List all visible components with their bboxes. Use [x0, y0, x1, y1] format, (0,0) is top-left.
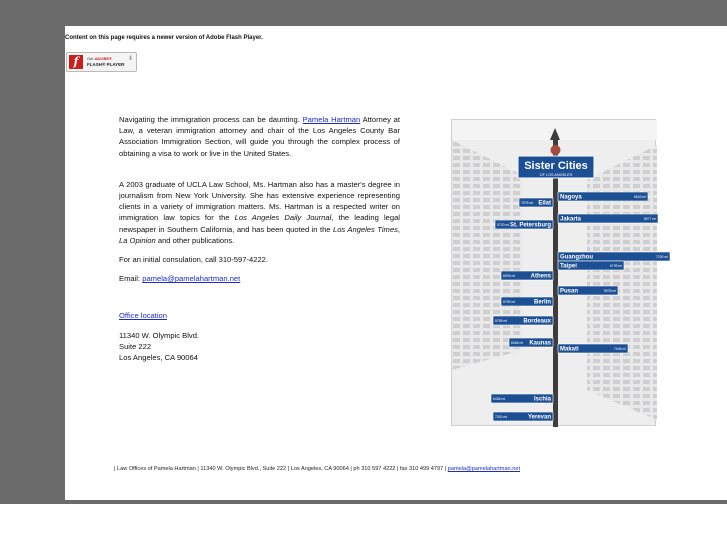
signpost-illustration: [452, 120, 668, 427]
city-distance: 6925 mi: [503, 274, 516, 279]
city-name: Guangzhou: [560, 254, 593, 261]
city-name: Yerevan: [527, 414, 551, 421]
city-name: Bordeaux: [523, 318, 551, 325]
main-text: [119, 114, 400, 363]
city-sign: [493, 316, 553, 325]
office-location-paragraph: [119, 310, 400, 321]
email-link[interactable]: pamela@pamelahartman.net: [142, 274, 241, 284]
city-distance: 6266 mi: [511, 341, 524, 346]
la-seal-icon: [551, 145, 561, 155]
city-distance: 5759 mi: [503, 300, 516, 305]
city-sign: [558, 344, 628, 353]
intro-paragraph: Navigating the immigration process can be daunting. Pamela Hartman Attorney at Law, a veteran immigration attorney and chair of the Los Angeles County Bar Association Immigration Section, will guide you through the complex process of obtaining a visa to work or live in the United States.: [119, 115, 400, 158]
flash-badge-line1: Get ADOBE®: [87, 56, 112, 61]
city-sign: [501, 297, 553, 306]
city-sign: [491, 394, 553, 403]
city-sign: [493, 412, 553, 421]
city-distance: 6799 mi: [609, 264, 622, 269]
city-name: Taipei: [560, 263, 577, 270]
city-name: St. Petersburg: [509, 222, 551, 229]
city-distance: 5633 mi: [633, 195, 646, 200]
city-distance: 5720 mi: [497, 223, 510, 228]
address-line-3: Los Angeles, CA 90064: [119, 353, 198, 363]
pamela-hartman-link[interactable]: Pamela Hartman: [302, 115, 361, 124]
address-line-1: 11340 W. Olympic Blvd.: [119, 330, 200, 340]
city-name: Athens: [530, 273, 551, 280]
page-content: [65, 26, 727, 500]
city-sign: [558, 286, 618, 295]
signpost-pole: [553, 140, 558, 427]
sign-title: Sister Cities: [524, 160, 588, 172]
footer: | Law Offices of Pamela Hartman | 11340 W. Olympic Blvd., Suite 222 | Los Angeles, CA 90064 | ph 310 597 4222 | fax 310 499 4797 | pamela@pamelahartman.net: [114, 466, 521, 472]
sister-cities-photo: [451, 119, 668, 426]
city-name: Pusan: [560, 288, 579, 295]
email-paragraph: Email: pamela@pamelahartman.net: [119, 274, 241, 284]
city-distance: 7230 mi: [655, 255, 668, 260]
city-name: Eilat: [538, 200, 551, 207]
city-distance: 7200 mi: [495, 415, 508, 420]
consult-paragraph: For an initial consulation, call 310-597-4222.: [119, 255, 269, 265]
flash-badge-line2: FLASH® PLAYER: [87, 62, 125, 67]
city-sign: [558, 192, 648, 201]
city-distance: 6436 mi: [493, 397, 506, 402]
city-distance: 7406 mi: [613, 347, 626, 352]
get-flash-player-button[interactable]: [66, 52, 137, 72]
left-margin: [0, 26, 65, 500]
city-name: Berlin: [533, 299, 551, 306]
city-distance: 5978 mi: [603, 289, 616, 294]
city-name: Makati: [560, 346, 579, 353]
city-sign: [501, 271, 553, 280]
building-right: [587, 145, 657, 420]
city-distance: 7578 mi: [521, 201, 534, 206]
city-name: Ischia: [533, 396, 551, 403]
office-location-link[interactable]: Office location: [119, 311, 167, 321]
city-name: Nagoya: [560, 194, 582, 201]
city-sign: [558, 261, 624, 270]
flash-logo-icon: f: [69, 55, 83, 69]
address-line-2: Suite 222: [119, 341, 152, 351]
city-sign: [519, 198, 553, 207]
sign-subtitle: OF LOS ANGELES: [539, 173, 573, 177]
building-left: [452, 140, 522, 370]
flash-notice: Content on this page requires a newer version of Adobe Flash Player.: [65, 35, 263, 41]
top-bar: [0, 0, 727, 26]
download-arrow-icon: ⬇: [127, 56, 133, 62]
city-distance: 8977 mi: [643, 217, 656, 222]
city-sign: [558, 214, 658, 223]
city-sign: [509, 338, 553, 347]
city-sign: [558, 252, 670, 261]
below-page-area: [0, 504, 727, 545]
city-name: Kaunas: [529, 340, 551, 347]
city-distance: 5759 mi: [495, 319, 508, 324]
bio-paragraph: A 2003 graduate of UCLA Law School, Ms. Hartman also has a master's degree in journalism from New York University. She has extensive experience representing clients in a variety of immigration matters. Ms. Hartman is a respected writer on immigration law topics for the Los Angeles Daily Journal, the leading legal newspaper in Southern California, and has been quoted in the Los Angeles Times, La Opinion and other publications.: [119, 179, 400, 245]
footer-email-link[interactable]: pamela@pamelahartman.net: [447, 466, 521, 472]
city-name: Jakarta: [560, 216, 582, 223]
city-sign: [495, 220, 553, 229]
